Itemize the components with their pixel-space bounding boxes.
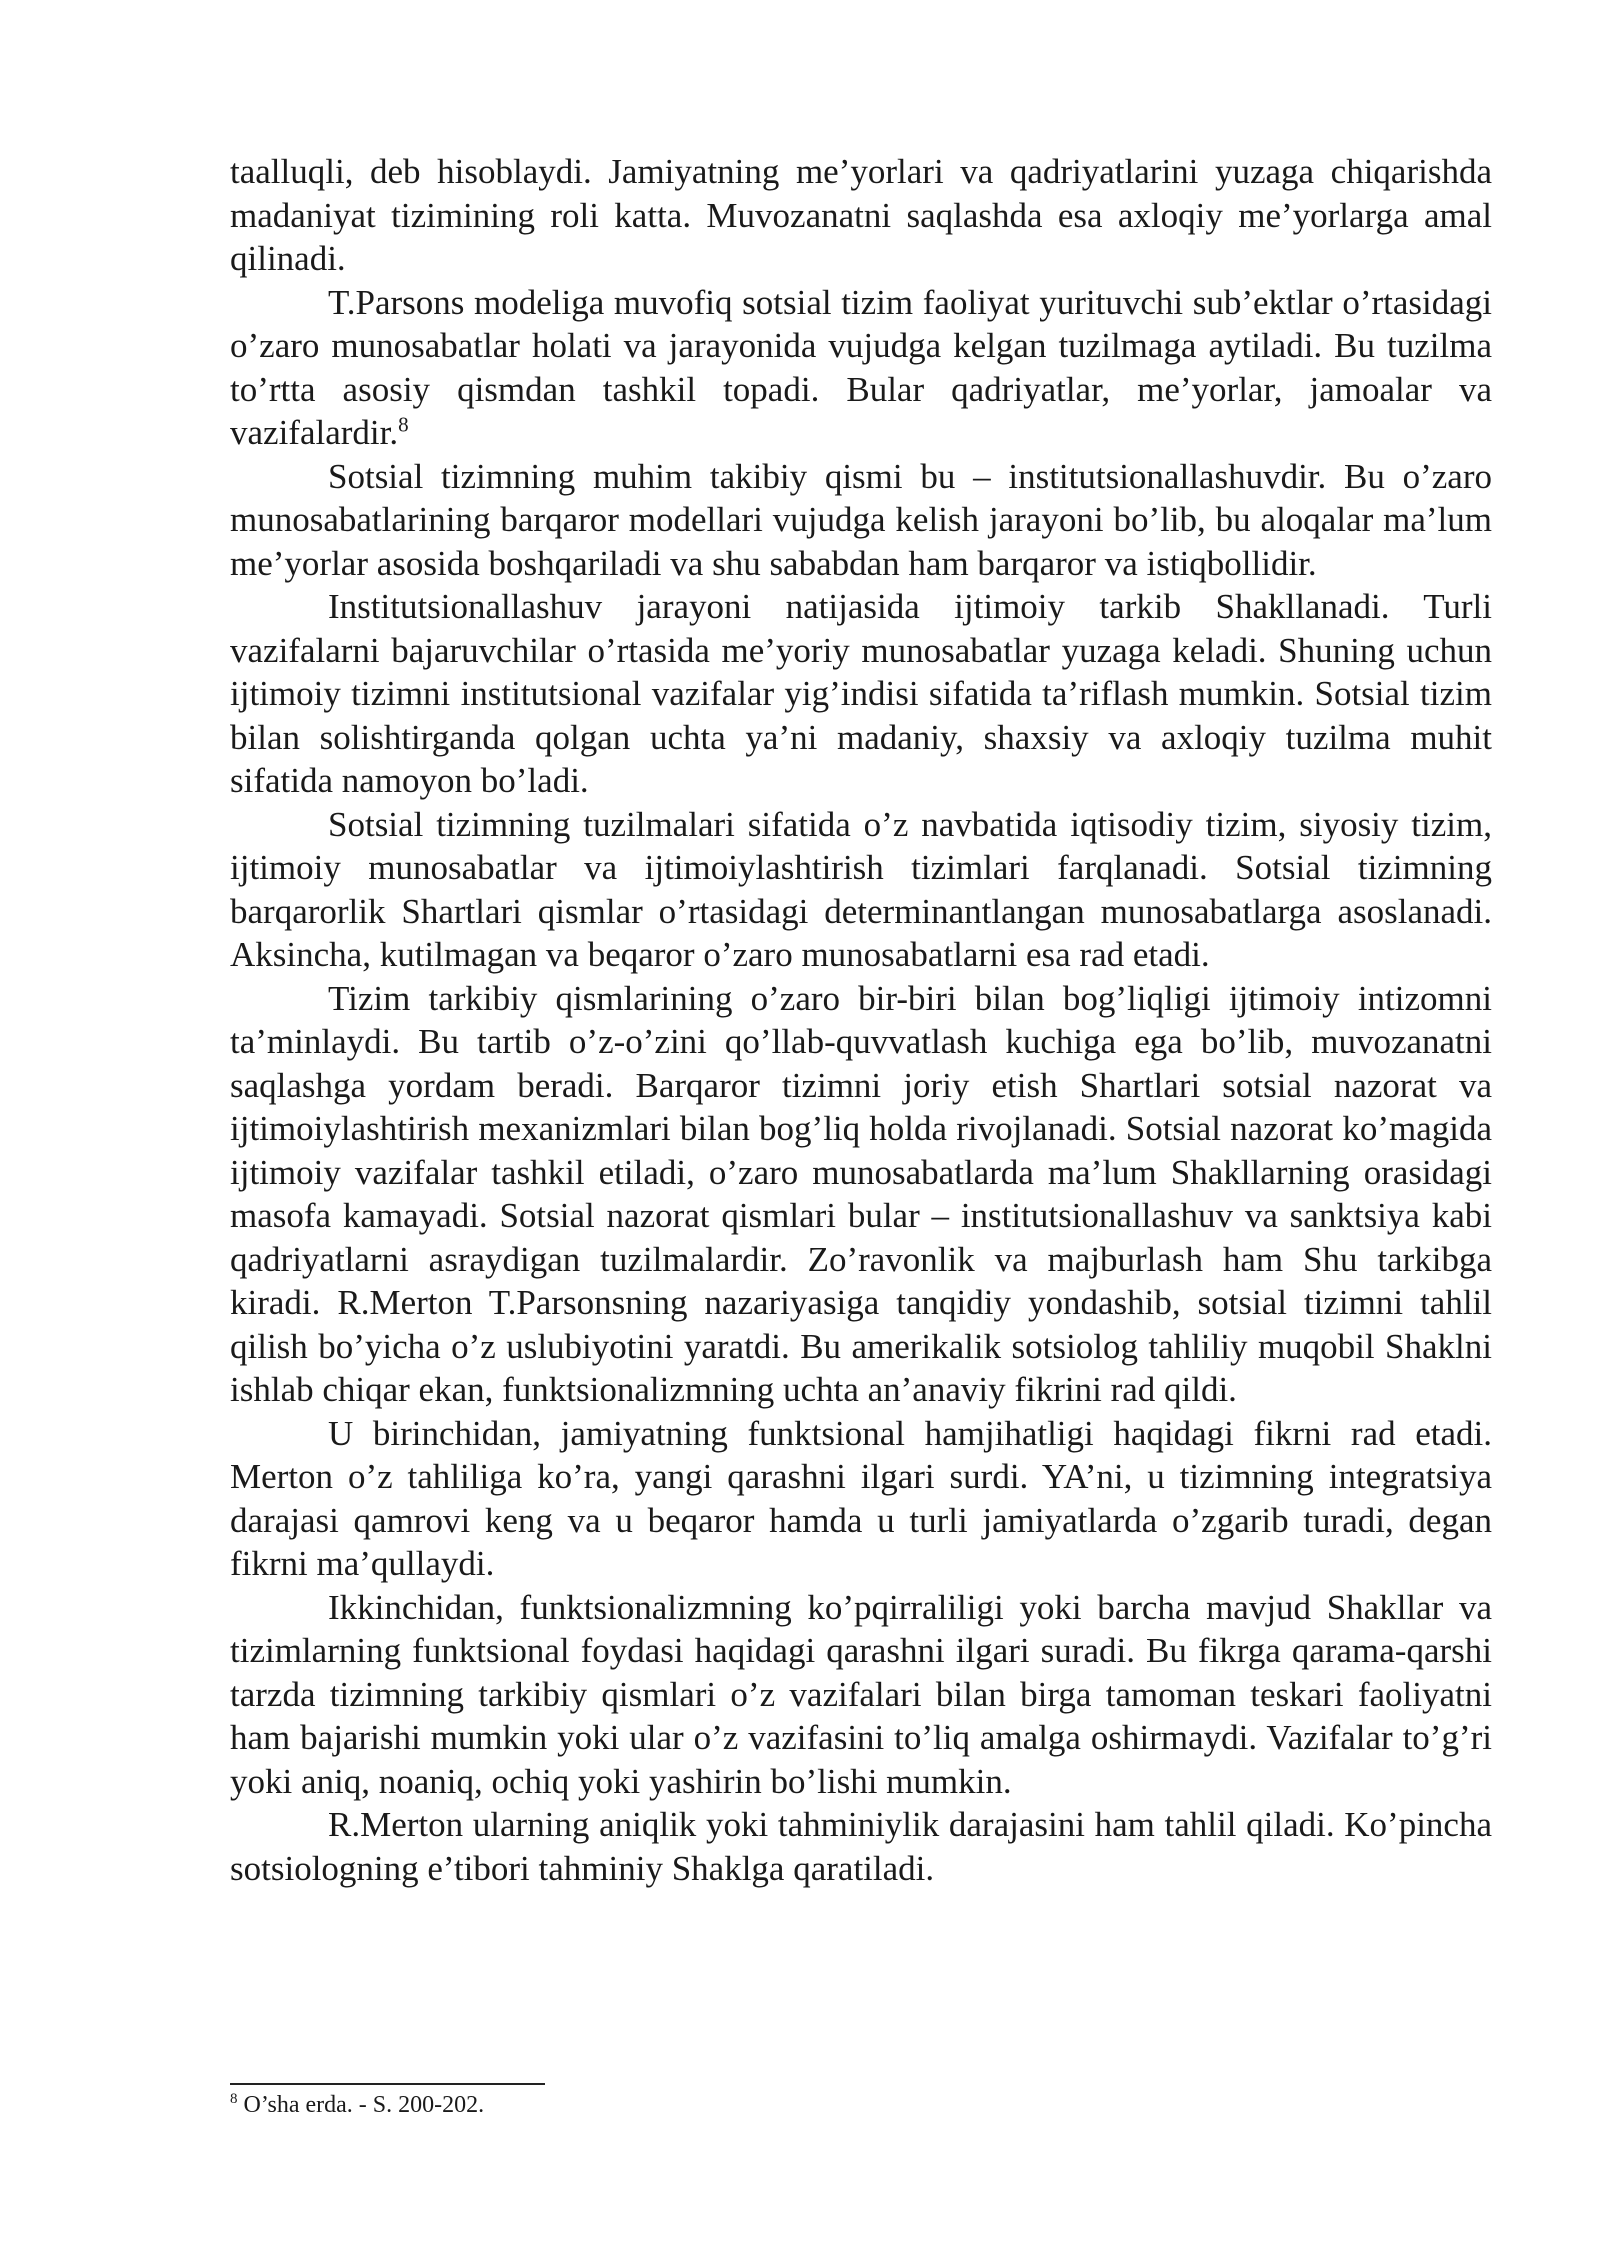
paragraph-3-text: Sotsial tizimning muhim takibiy qismi bu – institutsionallashuvdir. Bu o’zaro munosabatlarining barqaror modellari vujudga kelish jarayoni bo’lib, bu aloqalar ma’lum me’yorlar asosida boshqariladi va shu sababdan ham barqaror va istiqbollidir.	[230, 456, 1492, 583]
footnote-text: O’sha erda. - S. 200-202.	[243, 2092, 485, 2118]
paragraph-2-text: T.Parsons modeliga muvofiq sotsial tizim faoliyat yurituvchi sub’ektlar o’rtasidagi o’zaro munosabatlar holati va jarayonida vujudga kelgan tuzilmaga aytiladi. Bu tuzilma to’rtta asosiy qismdan tashkil topadi. Bular qadriyatlar, me’yorlar, jamoalar va vazifalardir.	[230, 282, 1492, 452]
paragraph-9-text: R.Merton ularning aniqlik yoki tahminiylik darajasini ham tahlil qiladi. Ko’pincha sotsiologning e’tibori tahminiy Shaklga qaratiladi.	[230, 1805, 1492, 1888]
paragraph-2	[230, 281, 1492, 455]
footnote-separator	[230, 2083, 545, 2085]
paragraph-5-text: Sotsial tizimning tuzilmalari sifatida o’z navbatida iqtisodiy tizim, siyosiy tizim, ijtimoiy munosabatlar va ijtimoiylashtirish tizimlari farqlanadi. Sotsial tizimning barqarorlik Shartlari qismlar o’rtasidagi determinantlangan munosabatlarga asoslanadi. Aksincha, kutilmagan va beqaror o’zaro munosabatlarni esa rad etadi.	[230, 804, 1492, 974]
paragraph-8	[230, 1586, 1492, 1804]
body-text	[230, 150, 1492, 1890]
paragraph-6-text: Tizim tarkibiy qismlarining o’zaro bir-biri bilan bog’liqligi ijtimoiy intizomni ta’minlaydi. Bu tartib o’z-o’zini qo’llab-quvvatlash kuchiga ega bo’lib, muvozanatni saqlashga yordam beradi. Barqaror tizimni joriy etish Shartlari sotsial nazorat va ijtimoiylashtirish mexanizmlari bilan bog’liq holda rivojlanadi. Sotsial nazorat ko’magida ijtimoiy vazifalar tashkil etiladi, o’zaro munosabatlarda ma’lum Shakllarning orasidagi masofa kamayadi. Sotsial nazorat qismlari bular – institutsionallashuv va sanktsiya kabi qadriyatlarni asraydigan tuzilmalardir. Zo’ravonlik va majburlash ham Shu tarkibga kiradi. R.Merton T.Parsonsning nazariyasiga tanqidiy yondashib, sotsial tizimni tahlil qilish bo’yicha o’z uslubiyotini yaratdi. Bu amerikalik sotsiolog tahliliy muqobil Shaklni ishlab chiqar ekan, funktsionalizmning uchta an’anaviy fikrini rad qildi.	[230, 978, 1492, 1409]
paragraph-5	[230, 803, 1492, 977]
footnote-reference[interactable]: 8	[398, 412, 409, 437]
footnote	[230, 2090, 484, 2120]
paragraph-9	[230, 1803, 1492, 1890]
paragraph-3	[230, 455, 1492, 586]
footnote-number: 8	[230, 2091, 238, 2107]
paragraph-7	[230, 1412, 1492, 1586]
paragraph-8-text: Ikkinchidan, funktsionalizmning ko’pqirraliligi yoki barcha mavjud Shakllar va tizimlarning funktsional foydasi haqidagi qarashni ilgari suradi. Bu fikrga qarama-qarshi tarzda tizimning tarkibiy qismlari o’z vazifalari bilan birga tamoman teskari faoliyatni ham bajarishi mumkin yoki ular o’z vazifasini to’liq amalga oshirmaydi. Vazifalar to’g’ri yoki aniq, noaniq, ochiq yoki yashirin bo’lishi mumkin.	[230, 1587, 1492, 1801]
paragraph-4	[230, 585, 1492, 803]
paragraph-7-text: U birinchidan, jamiyatning funktsional hamjihatligi haqidagi fikrni rad etadi. Merton o’z tahliliga ko’ra, yangi qarashni ilgari surdi. YA’ni, u tizimning integratsiya darajasi qamrovi keng va u beqaror hamda u turli jamiyatlarda o’zgarib turadi, degan fikrni ma’qullaydi.	[230, 1413, 1492, 1583]
paragraph-1	[230, 150, 1492, 281]
paragraph-1-text: taalluqli, deb hisoblaydi. Jamiyatning me’yorlari va qadriyatlarini yuzaga chiqarishda madaniyat tizimining roli katta. Muvozanatni saqlashda esa axloqiy me’yorlarga amal qilinadi.	[230, 152, 1492, 278]
paragraph-4-text: Institutsionallashuv jarayoni natijasida ijtimoiy tarkib Shakllanadi. Turli vazifalarni bajaruvchilar o’rtasida me’yoriy munosabatlar yuzaga keladi. Shuning uchun ijtimoiy tizimni institutsional vazifalar yig’indisi sifatida ta’riflash mumkin. Sotsial tizim bilan solishtirganda qolgan uchta ya’ni madaniy, shaxsiy va axloqiy tuzilma muhit sifatida namoyon bo’ladi.	[230, 587, 1492, 800]
paragraph-6	[230, 977, 1492, 1412]
